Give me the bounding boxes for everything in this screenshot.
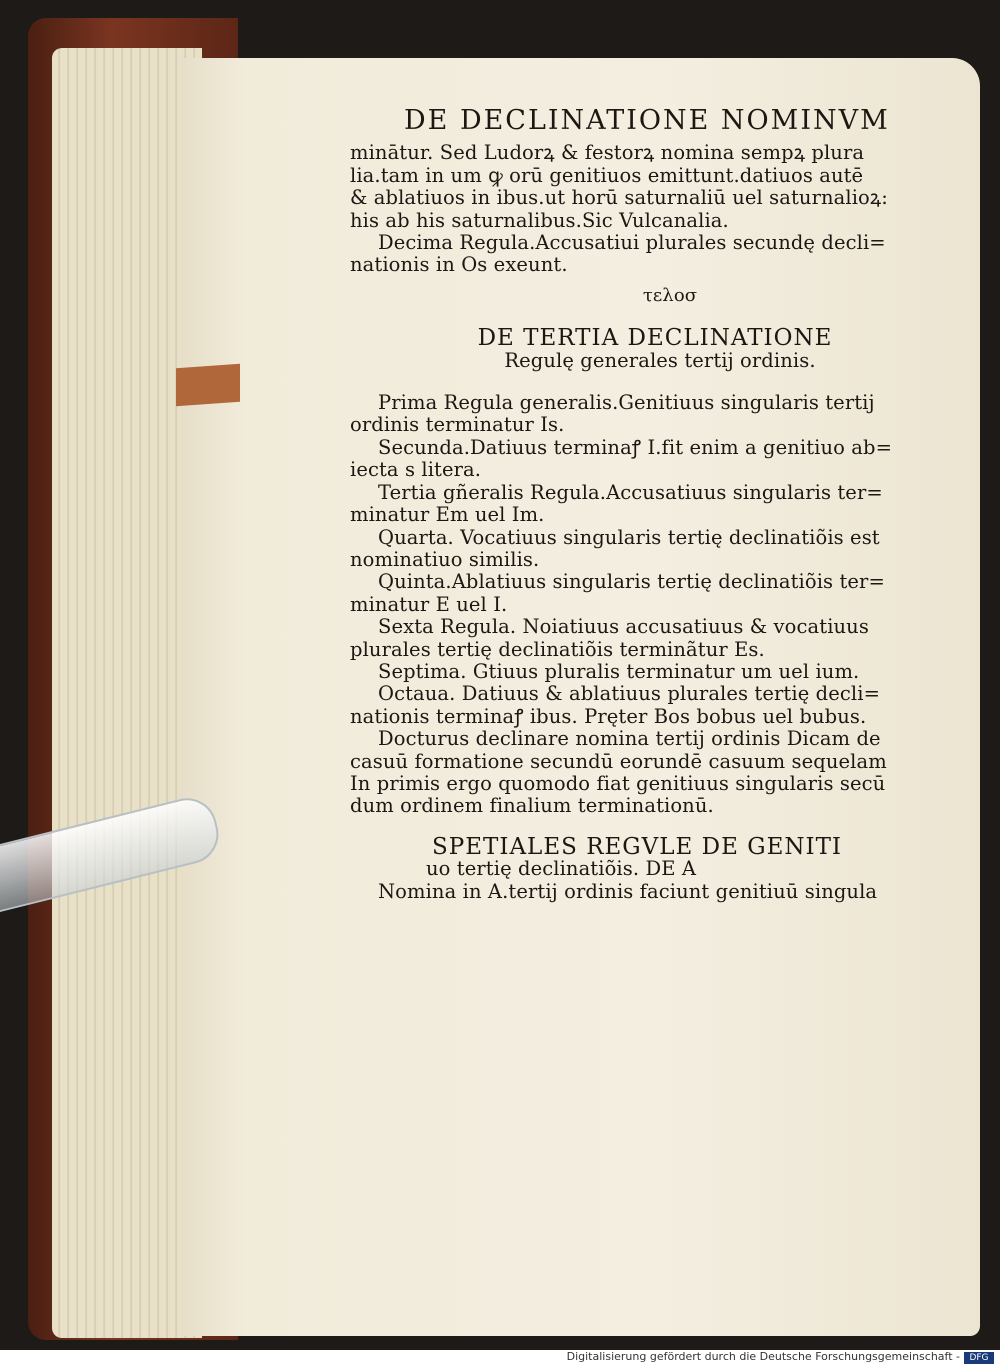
rule-line: plurales tertię declinatiõis terminãtur Es. — [350, 637, 765, 661]
text-line: Decima Regula.Accusatiui plurales secundę decli= — [378, 231, 886, 255]
section-title: DE TERTIA DECLINATIONE — [477, 325, 833, 352]
rule-line: Secunda.Datiuus terminaꝭ I.fit enim a genitiuo ab= — [378, 435, 893, 459]
dfg-logo: DFG — [964, 1352, 994, 1364]
text-line: lia.tam in um ꝙ orū genitiuos emittunt.datiuos autē — [350, 163, 864, 187]
rule-line: casuū formatione secundū eorundē casuum sequelam — [350, 749, 887, 773]
rule-line: dum ordinem finalium terminationū. — [350, 794, 714, 818]
rule-line: iecta s litera. — [350, 458, 482, 482]
section2-subtitle: uo tertię declinatiõis. DE A — [426, 857, 697, 881]
rule-line: Quarta. Vocatiuus singularis tertię declinatiõis est — [378, 525, 880, 549]
bookmark-tab — [176, 364, 240, 406]
text-line: his ab his saturnalibus.Sic Vulcanalia. — [350, 208, 729, 232]
footer-credit: Digitalisierung gefördert durch die Deutsche Forschungsgemeinschaft - — [566, 1350, 960, 1363]
section-subtitle: Regulę generales tertij ordinis. — [504, 348, 816, 372]
text-line-last: Nomina in A.tertij ordinis faciunt genitiuū singula — [378, 879, 878, 903]
rule-line: Tertia gñeralis Regula.Accusatiuus singularis ter= — [378, 480, 883, 504]
rule-line: nationis terminaꝭ ibus. Pręter Bos bobus uel bubus. — [350, 704, 867, 728]
text-line: minātur. Sed Ludorꝝ & festorꝝ nomina sempꝝ plura — [350, 141, 865, 165]
rule-line: minatur Em uel Im. — [350, 503, 545, 527]
rule-line: nominatiuo similis. — [350, 547, 540, 571]
page-text — [350, 105, 950, 903]
rule-line: Sexta Regula. Noiatiuus accusatiuus & vocatiuus — [378, 615, 869, 639]
running-header: DE DECLINATIONE NOMINVM — [404, 105, 890, 136]
rule-line: Septima. Gtiuus pluralis terminatur um uel ium. — [378, 659, 860, 683]
rule-line: minatur E uel I. — [350, 592, 508, 616]
telos-mark: τελοσ — [642, 284, 698, 306]
rule-line: Octaua. Datiuus & ablatiuus plurales tertię decli= — [378, 682, 881, 706]
rule-line: Prima Regula generalis.Genitiuus singularis tertij — [378, 391, 875, 415]
text-line: nationis in Os exeunt. — [350, 253, 568, 277]
rule-line: Quinta.Ablatiuus singularis tertię declinatiõis ter= — [378, 570, 885, 594]
rule-line: In primis ergo quomodo fiat genitiuus singularis secū — [350, 771, 886, 795]
section2-title: SPETIALES REGVLE DE GENITI — [432, 833, 842, 860]
footer-credit-bar — [0, 1350, 1000, 1367]
rule-line: Docturus declinare nomina tertij ordinis Dicam de — [378, 727, 881, 751]
rule-line: ordinis terminatur Is. — [350, 413, 565, 437]
text-line: & ablatiuos in ibus.ut horū saturnaliū uel saturnalioꝝ: — [350, 186, 888, 210]
